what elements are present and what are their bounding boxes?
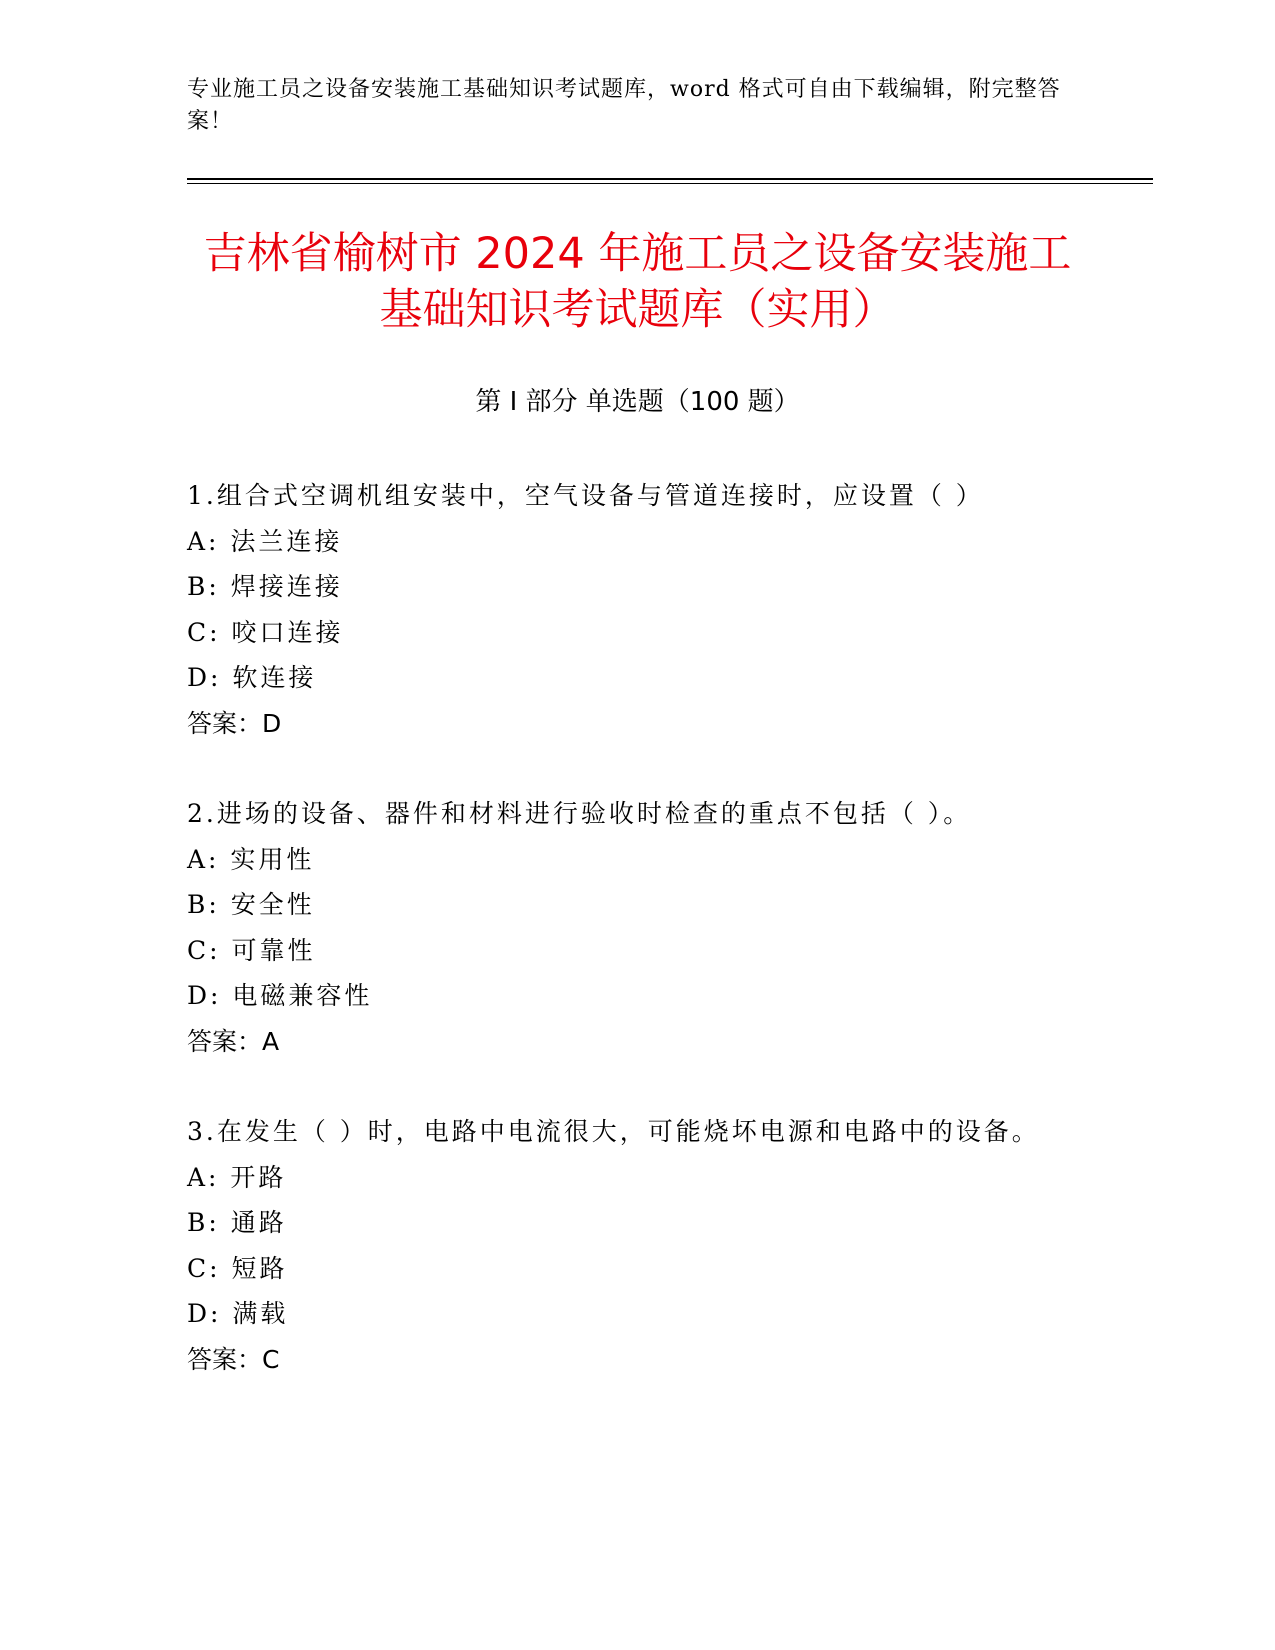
document-title-line-1: 吉林省榆树市 2024 年施工员之设备安装施工 [203,229,1072,279]
header-divider-thin [187,183,1153,184]
option-b: B: 通路 [187,1208,287,1237]
option-d: D: 电磁兼容性 [187,981,373,1010]
question-stem: 1.组合式空调机组安装中，空气设备与管道连接时，应设置（ ） [187,481,984,510]
option-c: C: 短路 [187,1253,288,1283]
question-answer: 答案：D [187,708,282,738]
option-c: C: 可靠性 [187,935,316,965]
option-d: D: 满载 [187,1299,289,1328]
question-answer: 答案：C [187,1344,280,1374]
question-2 [187,791,1147,1064]
question-3 [187,1109,1147,1382]
document-title-line-2: 基础知识考试题库（实用） [379,285,896,335]
question-answer: 答案：A [187,1026,280,1056]
option-a: A: 开路 [187,1162,287,1192]
question-1 [187,473,1147,746]
option-d: D: 软连接 [187,663,317,692]
question-stem: 2.进场的设备、器件和材料进行验收时检查的重点不包括（ ）。 [187,799,972,828]
option-a: A: 实用性 [187,844,315,874]
question-stem: 3.在发生（ ）时，电路中电流很大，可能烧坏电源和电路中的设备。 [187,1117,1040,1146]
option-a: A: 法兰连接 [187,526,343,556]
document-title [170,226,1105,338]
option-b: B: 安全性 [187,890,315,919]
section-title: 第 I 部分 单选题（100 题） [475,387,800,417]
header-divider-thick [187,178,1153,180]
option-b: B: 焊接连接 [187,572,343,601]
header-note: 专业施工员之设备安装施工基础知识考试题库，word 格式可自由下载编辑，附完整答案！ [187,77,1061,134]
option-c: C: 咬口连接 [187,617,344,647]
